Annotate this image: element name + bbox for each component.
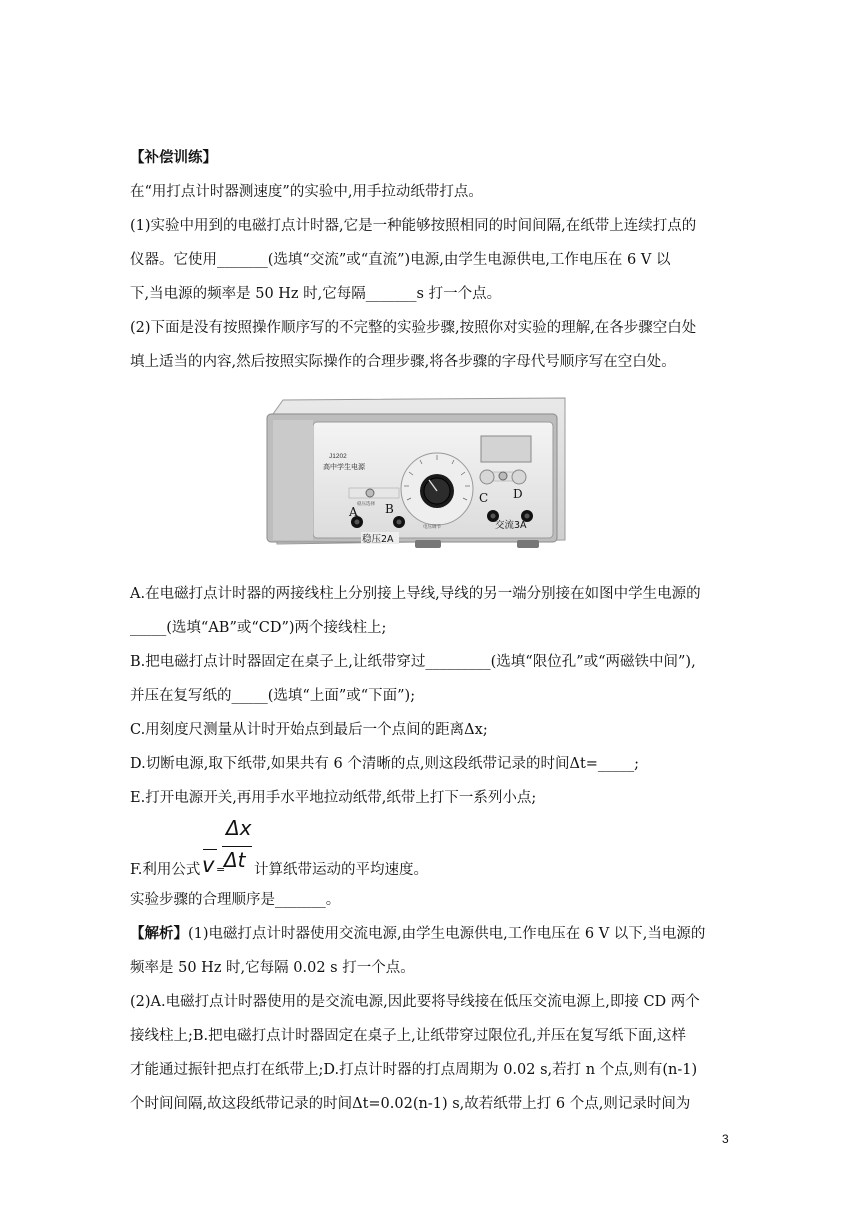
terminal-a-label: A: [349, 505, 358, 519]
step-a-line: A.在电磁打点计时器的两接线柱上分别接上导线,导线的另一端分别接在如图中学生电源的: [130, 586, 701, 602]
order-question: 实验步骤的合理顺序是_______。: [130, 892, 341, 908]
fraction-bar: [222, 846, 252, 847]
terminal-c-label: C: [479, 491, 489, 505]
step-f-prefix: F.利用公式: [130, 862, 201, 878]
analysis-line: (2)A.电磁打点计时器使用的是交流电源,因此要将导线接在低压交流电源上,即接 CD 两个: [130, 994, 700, 1010]
q1-line: 下,当电源的频率是 50 Hz 时,它每隔_______s 打一个点。: [130, 286, 502, 302]
q2-line: 填上适当的内容,然后按照实际操作的合理步骤,将各步骤的字母代号顺序写在空白处。: [130, 354, 676, 370]
analysis-line: 才能通过振针把点打在纸带上;D.打点计时器的打点周期为 0.02 s,若打 n 个点,则有(n-1): [130, 1062, 698, 1078]
formula-denominator: Δt: [224, 848, 246, 872]
terminal-b-label: B: [385, 502, 394, 516]
step-c: C.用刻度尺测量从计时开始点到最后一个点间的距离Δx;: [130, 722, 488, 738]
overbar: [203, 849, 217, 850]
heading: 【补偿训练】: [130, 149, 217, 166]
dc-label: 稳压2A: [362, 534, 394, 545]
step-d: D.切断电源,取下纸带,如果共有 6 个清晰的点,则这段纸带记录的时间Δt=_____;: [130, 756, 640, 772]
analysis-label: 【解析】: [130, 925, 188, 942]
average-velocity-formula: [200, 816, 260, 877]
device-model: J1202: [329, 453, 347, 460]
q1-line: (1)实验中用到的电磁打点计时器,它是一种能够按照相同的时间间隔,在纸带上连续打点的: [130, 218, 697, 234]
q1-line: 仪器。它使用_______(选填“交流”或“直流”)电源,由学生电源供电,工作电压在 6 V 以: [130, 252, 671, 268]
switch-label: 稳压选择: [357, 502, 375, 507]
analysis-text: (1)电磁打点计时器使用交流电源,由学生电源供电,工作电压在 6 V 以下,当电源的: [188, 926, 706, 942]
formula-equals: =: [216, 863, 226, 876]
intro-text: 在“用打点计时器测速度”的实验中,用手拉动纸带打点。: [130, 184, 483, 200]
analysis-line: 接线柱上;B.把电磁打点计时器固定在桌子上,让纸带穿过限位孔,并压在复写纸下面,这样: [130, 1028, 686, 1044]
ac-label: 交流3A: [495, 520, 527, 531]
step-a-line: _____(选填“AB”或“CD”)两个接线柱上;: [130, 620, 387, 636]
step-e: E.打开电源开关,再用手水平地拉动纸带,纸带上打下一系列小点;: [130, 790, 537, 806]
formula-numerator: Δx: [226, 816, 252, 840]
step-b-line: B.把电磁打点计时器固定在桌子上,让纸带穿过_________(选填“限位孔”或“两磁铁中间”),: [130, 654, 696, 670]
q2-line: (2)下面是没有按照操作顺序写的不完整的实验步骤,按照你对实验的理解,在各步骤空白处: [130, 320, 697, 336]
page-number: 3: [722, 1132, 729, 1146]
step-f-suffix: 计算纸带运动的平均速度。: [254, 862, 428, 878]
formula-lhs: v: [202, 853, 215, 877]
analysis-line: 个时间间隔,故这段纸带记录的时间Δt=0.02(n-1) s,故若纸带上打 6 个点,则记录时间为: [130, 1096, 691, 1112]
power-supply-figure: [265, 392, 569, 555]
step-b-line: 并压在复写纸的_____(选填“上面”或“下面”);: [130, 688, 416, 704]
terminal-d-label: D: [513, 487, 523, 501]
analysis-line: 频率是 50 Hz 时,它每隔 0.02 s 打一个点。: [130, 960, 415, 976]
device-name: 高中学生电源: [323, 463, 365, 471]
analysis-line-1: [130, 924, 735, 944]
knob-label: 电压调节: [423, 525, 441, 530]
